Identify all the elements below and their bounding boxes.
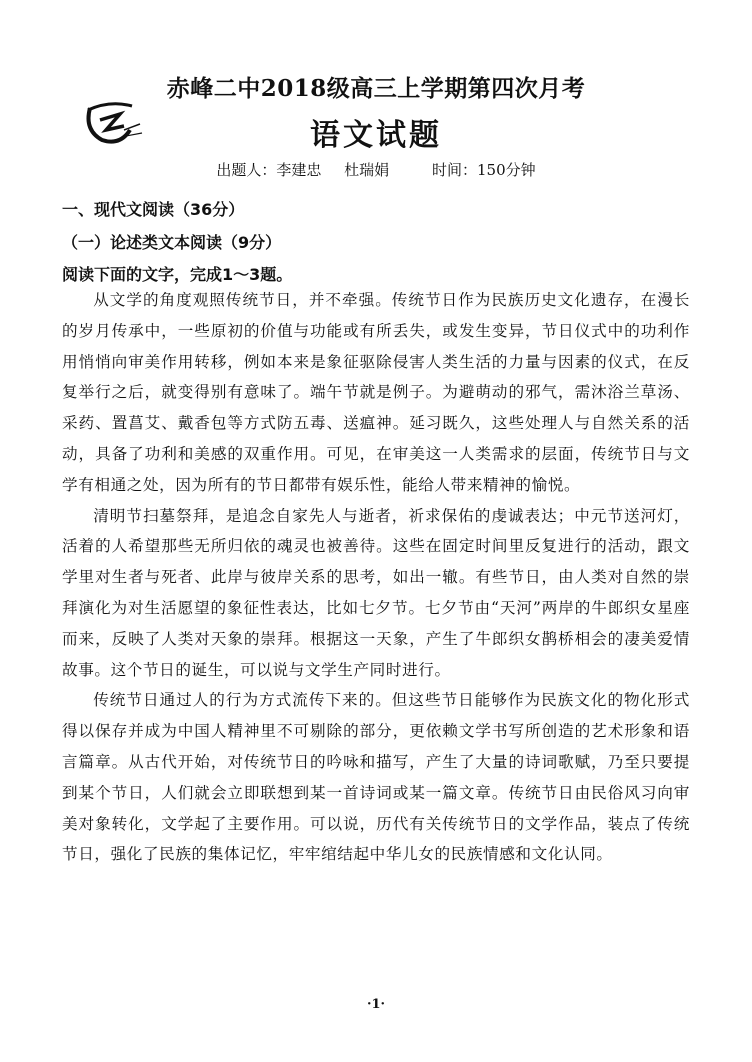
time-value: 150分钟 [476, 161, 536, 179]
exam-subtitle: 语文试题 [310, 118, 442, 153]
author-1: 李建忠 [276, 161, 322, 179]
exam-meta [0, 159, 752, 180]
passage-paragraph: 清明节扫墓祭拜，是追念自家先人与逝者，祈求保佑的虔诚表达；中元节送河灯，活着的人希望那些无所归依的魂灵也被善待。这些在固定时间里反复进行的活动，跟文学里对生者与死者、此岸与彼岸关系的思考，如出一辙。有些节日，由人类对自然的崇拜演化为对生活愿望的象征性表达，比如七夕节。七夕节由“天河”两岸的牛郎织女星座而来，反映了人类对天象的崇拜。根据这一天象，产生了牛郎织女鹊桥相会的凄美爱情故事。这个节日的诞生，可以说与文学生产同时进行。 [62, 506, 690, 679]
section-heading-part1: 一、现代文阅读（36分） [62, 200, 245, 219]
passage-body [62, 285, 690, 870]
time-label: 时间： [431, 161, 477, 179]
section-heading-sub1: （一）论述类文本阅读（9分） [62, 233, 282, 252]
reading-instruction: 阅读下面的文字，完成1～3题。 [62, 265, 293, 284]
page-number: ·1· [366, 997, 386, 1012]
authors-label: 出题人： [216, 161, 277, 179]
exam-title: 赤峰二中2018级高三上学期第四次月考 [166, 75, 586, 102]
passage-paragraph: 从文学的角度观照传统节日，并不牵强。传统节日作为民族历史文化遗存，在漫长的岁月传承中，一些原初的价值与功能或有所丢失，或发生变异，节日仪式中的功利作用悄悄向审美作用转移，例如本来是象征驱除侵害人类生活的力量与因素的仪式，在反复举行之后，就变得别有意味了。端午节就是例子。为避萌动的邪气，需沐浴兰草汤、采药、置菖艾、戴香包等方式防五毒、送瘟神。延习既久，这些处理人与自然关系的活动，具备了功利和美感的双重作用。可见，在审美这一人类需求的层面，传统节日与文学有相通之处，因为所有的节日都带有娱乐性，能给人带来精神的愉悦。 [62, 291, 690, 494]
author-2: 杜瑞娟 [344, 161, 390, 179]
passage-paragraph: 传统节日通过人的行为方式流传下来的。但这些节日能够作为民族文化的物化形式得以保存并成为中国人精神里不可剔除的部分，更依赖文学书写所创造的艺术形象和语言篇章。从古代开始，对传统节日的吟咏和描写，产生了大量的诗词歌赋，乃至只要提到某个节日，人们就会立即联想到某一首诗词或某一篇文章。传统节日由民俗风习向审美对象转化，文学起了主要作用。可以说，历代有关传统节日的文学作品，装点了传统节日，强化了民族的集体记忆，牢牢绾结起中华儿女的民族情感和文化认同。 [62, 691, 690, 864]
